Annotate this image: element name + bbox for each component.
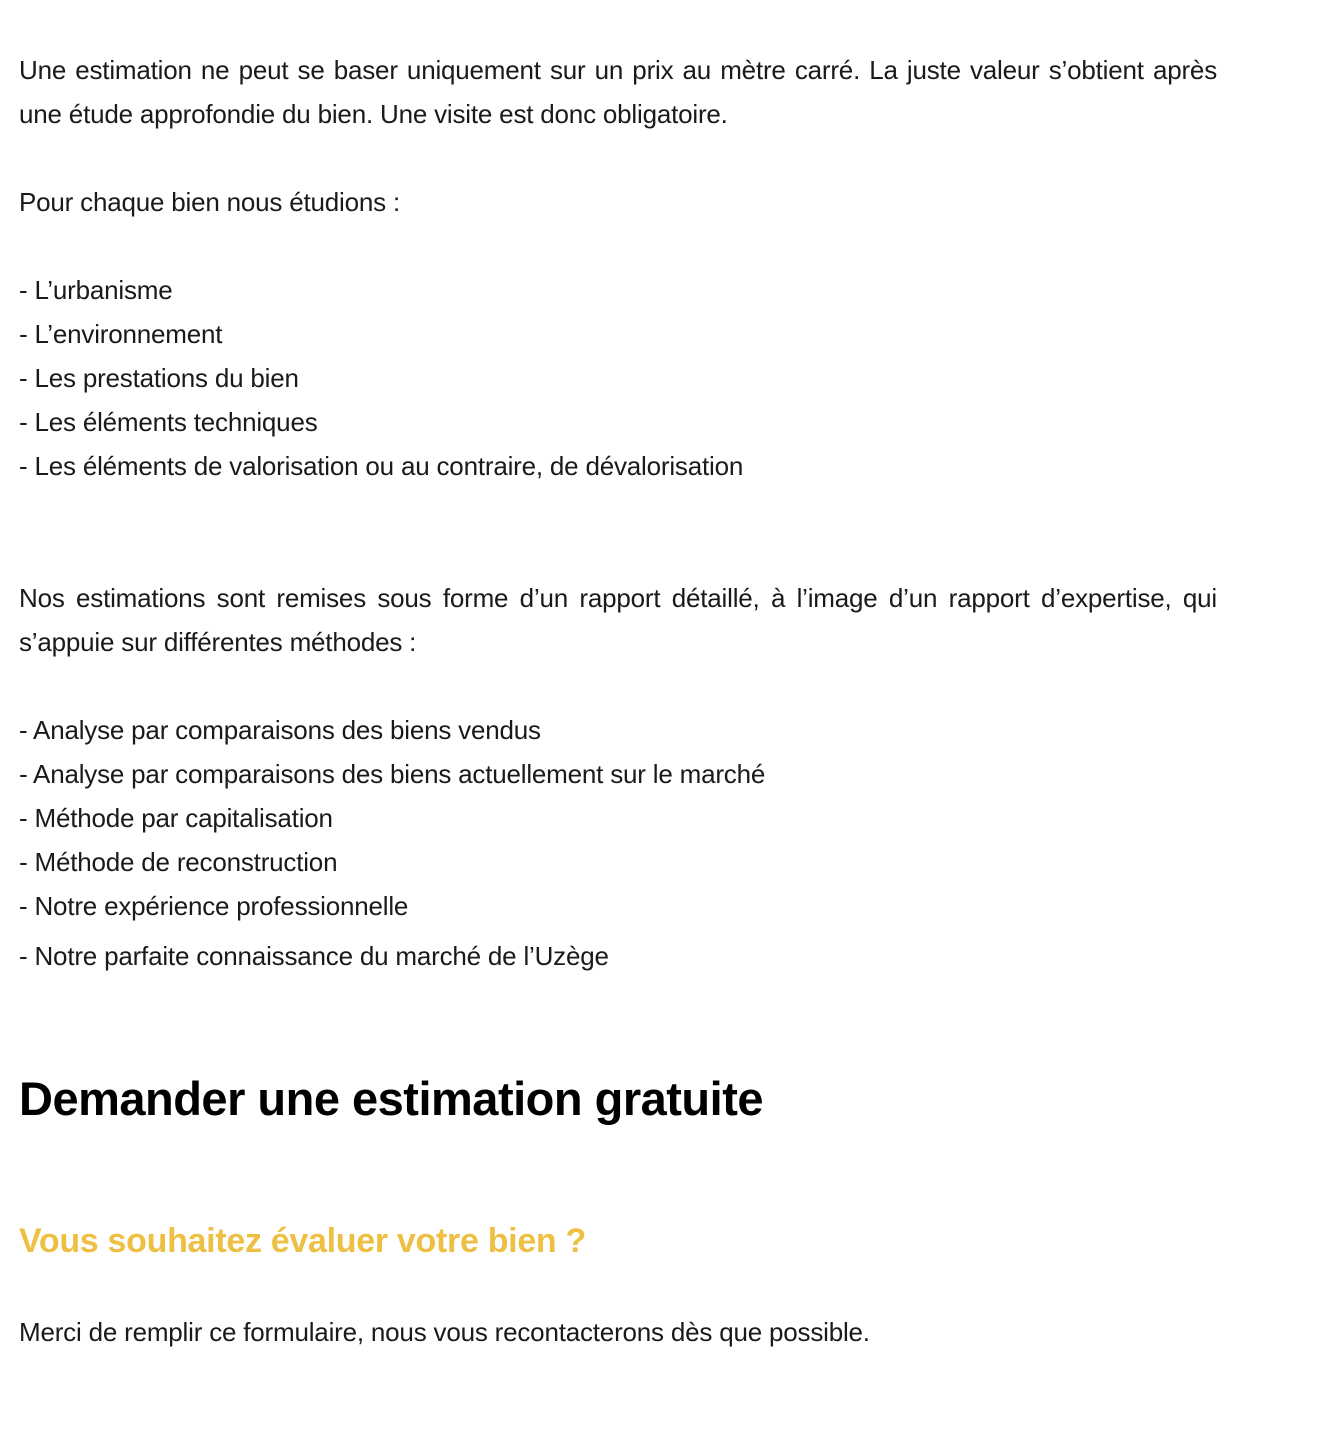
study-item: - L’environnement [19, 319, 223, 349]
study-item: - Les prestations du bien [19, 363, 299, 393]
request-note: Merci de remplir ce formulaire, nous vous recontacterons dès que possible. [19, 1317, 870, 1347]
method-item: - Analyse par comparaisons des biens actuellement sur le marché [19, 759, 766, 789]
intro-paragraph: Une estimation ne peut se baser uniquement sur un prix au mètre carré. La juste valeur s’obtient après une étude approfondie du bien. Une visite est donc obligatoire. [19, 55, 1217, 129]
study-item: - L’urbanisme [19, 275, 173, 305]
request-subtitle: Vous souhaitez évaluer votre bien ? [19, 1222, 587, 1260]
method-item: - Analyse par comparaisons des biens vendus [19, 715, 541, 745]
method-item: - Méthode de reconstruction [19, 847, 338, 877]
methods-paragraph: Nos estimations sont remises sous forme d’un rapport détaillé, à l’image d’un rapport d’expertise, qui s’appuie sur différentes méthodes : [19, 583, 1217, 657]
study-item: - Les éléments de valorisation ou au contraire, de dévalorisation [19, 451, 744, 481]
method-item: - Méthode par capitalisation [19, 803, 333, 833]
method-item: - Notre parfaite connaissance du marché de l’Uzège [19, 941, 609, 971]
study-lead: Pour chaque bien nous étudions : [19, 187, 400, 217]
request-title: Demander une estimation gratuite [19, 1072, 763, 1125]
method-item: - Notre expérience professionnelle [19, 891, 409, 921]
study-item: - Les éléments techniques [19, 407, 318, 437]
